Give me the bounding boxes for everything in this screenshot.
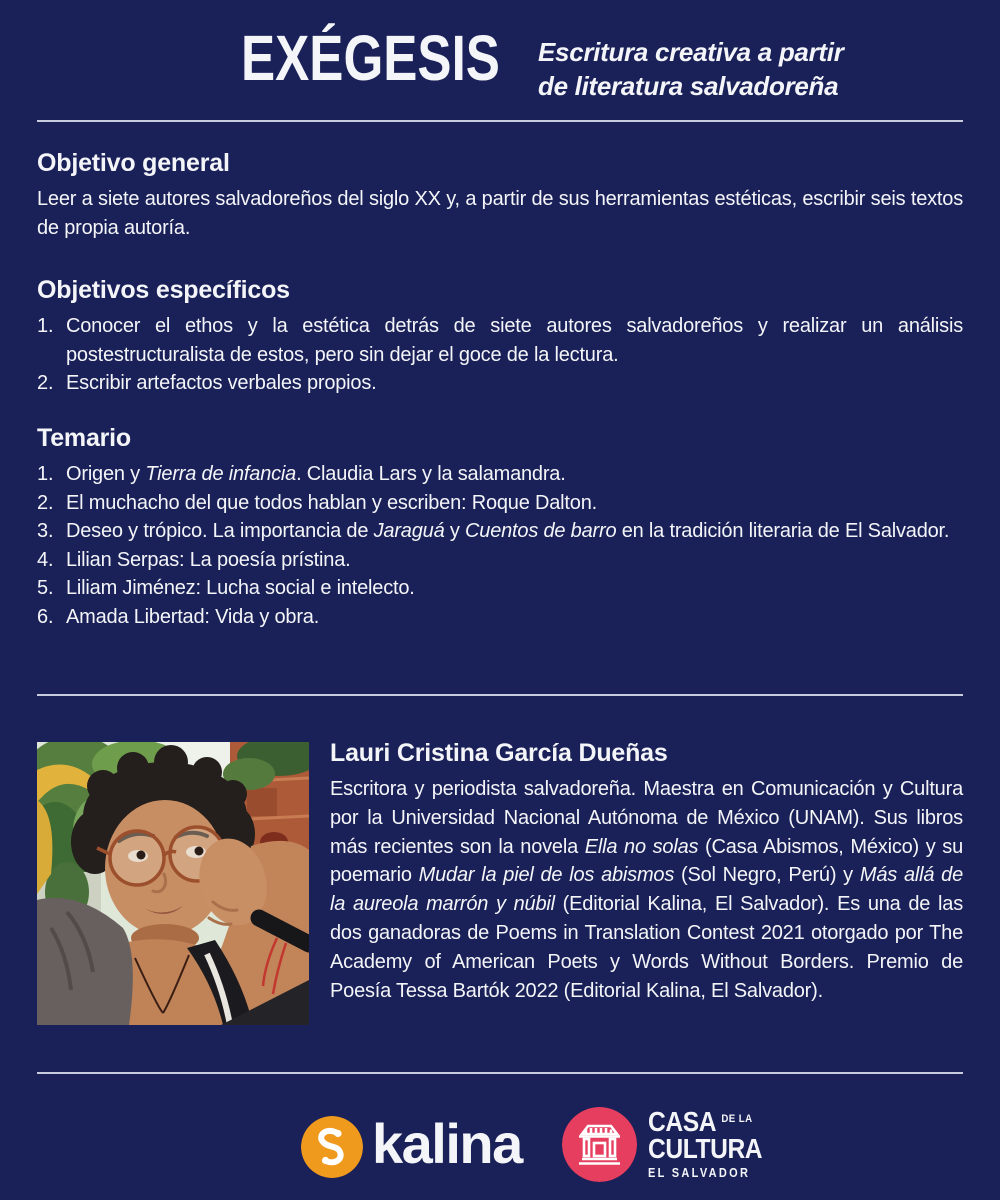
list-item: Escribir artefactos verbales propios.: [66, 372, 377, 395]
kalina-wordmark: kalina: [372, 1112, 522, 1175]
objetivo-general-body: Leer a siete autores salvadoreños del siglo XX y, a partir de sus herramientas estéticas, escribir seis textos de propia autoría.: [37, 188, 963, 239]
list-item: Conocer el ethos y la estética detrás de siete autores salvadoreños y realizar un análisis postestructuralista de estos, pero sin dejar el goce de la lectura.: [66, 315, 963, 366]
casa-cultura-wordmark: [648, 1106, 763, 1180]
list-item: Lilian Serpas: La poesía prístina.: [66, 548, 351, 571]
author-name: Lauri Cristina García Dueñas: [330, 739, 668, 767]
kalina-swirl-icon: [301, 1116, 363, 1178]
list-item: Liliam Jiménez: Lucha social e intelecto.: [66, 577, 415, 600]
course-subtitle-line1: Escritura creativa a partir: [538, 37, 844, 67]
objetivos-especificos-heading: Objetivos específicos: [37, 276, 290, 304]
temario-heading: Temario: [37, 424, 131, 452]
objetivo-general-heading: Objetivo general: [37, 149, 230, 177]
course-title: EXÉGESIS: [241, 22, 500, 94]
author-bio-text: Escritora y periodista salvadoreña. Maestra en Comunicación y Cultura por la Universidad Nacional Autónoma de México (UNAM). Sus libros más recientes son la novela Ella no solas (Casa Abismos, México) y su poemario Mudar la piel de los abismos (Sol Negro, Perú) y Más allá de la aureola marrón y núbil (Editorial Kalina, El Salvador). Es una de las dos ganadoras de Poems in Translation Contest 2021 otorgado por The Academy of American Poets y Words Without Borders. Premio de Poesía Tessa Bartók 2022 (Editorial Kalina, El Salvador).: [330, 778, 964, 1002]
kalina-logo: [301, 1112, 522, 1178]
section-bio: [330, 739, 963, 1005]
author-portrait-illustration: [37, 742, 309, 1025]
list-item: Deseo y trópico. La importancia de Jaraguá y Cuentos de barro en la tradición literaria de El Salvador.: [66, 520, 950, 543]
author-photo: [37, 742, 309, 1025]
section-temario: [37, 424, 963, 632]
course-subtitle: [538, 36, 844, 104]
section-objetivos-especificos: [37, 276, 963, 398]
course-subtitle-line2: de literatura salvadoreña: [538, 70, 839, 101]
cultura-word: CULTURA: [648, 1132, 763, 1164]
objetivos-especificos-list: [37, 312, 963, 398]
el-salvador-word: EL SALVADOR: [648, 1165, 751, 1180]
casa-cultura-house-icon: [562, 1107, 637, 1182]
footer-divider: [37, 1072, 963, 1074]
section-objetivo-general: [37, 149, 963, 242]
list-item: El muchacho del que todos hablan y escriben: Roque Dalton.: [66, 491, 597, 514]
dela-word: DE LA: [721, 1113, 753, 1126]
temario-list: [37, 460, 963, 632]
casa-cultura-logo: [562, 1107, 778, 1182]
section-divider: [37, 694, 963, 696]
list-item: Origen y Tierra de infancia. Claudia Lars y la salamandra.: [66, 463, 566, 485]
casa-word: CASA: [648, 1106, 717, 1138]
list-item: Amada Libertad: Vida y obra.: [66, 605, 320, 628]
header-divider: [37, 120, 963, 122]
